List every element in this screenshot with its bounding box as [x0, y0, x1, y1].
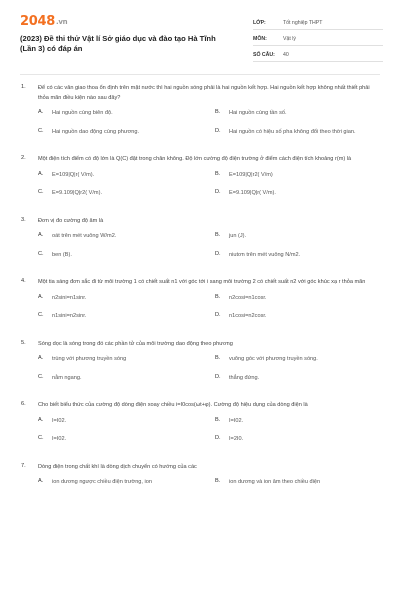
- option-letter: D.: [215, 189, 221, 195]
- logo-text: 2048: [20, 14, 55, 29]
- option-text: ion dương và ion âm theo chiều điện: [229, 479, 321, 485]
- question-text: Sóng dọc là sóng trong đó các phần tử của môi trường dao động theo phương: [38, 340, 233, 347]
- question-item: [0, 217, 400, 270]
- answer-options: [38, 478, 376, 497]
- answer-option[interactable]: [38, 478, 201, 488]
- answer-options: [38, 232, 376, 269]
- option-letter: D.: [215, 312, 221, 318]
- answer-option[interactable]: [38, 232, 201, 242]
- option-text: nằm ngang.: [52, 374, 82, 381]
- option-text: E=109|Q|r2( V/m): [229, 171, 273, 178]
- question-text: Để có các vân giao thoa ổn định trên mặt nước thì hai nguồn sóng phải là hai nguồn kết hợp. Hai nguồn kết hợp không nhất thiết phải thỏa mãn điều kiện nào sau đây?: [38, 85, 370, 101]
- answer-option[interactable]: [213, 171, 376, 181]
- question-number: 1.: [21, 84, 26, 90]
- answer-option[interactable]: [38, 355, 201, 365]
- option-text: E=9.109|Q|r2( V/m).: [52, 190, 103, 196]
- answer-option[interactable]: [213, 312, 376, 322]
- meta-key: MÔN:: [253, 35, 267, 42]
- question-number: 4.: [21, 278, 26, 284]
- option-text: n1sini=n2sinr.: [52, 313, 87, 319]
- question-number: 3.: [21, 216, 26, 223]
- answer-options: [38, 294, 376, 331]
- option-letter: B.: [215, 293, 221, 300]
- option-text: niutơn trên mét vuông N/m2.: [229, 251, 301, 258]
- option-letter: C.: [38, 127, 44, 134]
- answer-option[interactable]: [213, 355, 376, 365]
- meta-row: [253, 48, 383, 62]
- option-text: jun (J).: [229, 233, 247, 239]
- answer-option[interactable]: [38, 189, 201, 199]
- answer-option[interactable]: [213, 251, 376, 261]
- option-text: E=9.109|Q|r( V/m).: [229, 190, 276, 196]
- question-item: [0, 401, 400, 454]
- option-text: thẳng đứng.: [229, 374, 260, 381]
- page-header: [0, 0, 400, 74]
- option-letter: B.: [215, 109, 221, 115]
- question-item: [0, 278, 400, 331]
- question-text: Một tia sáng đơn sắc đi từ môi trường 1 có chiết suất n1 với góc tới i sang môi trường 2 có chiết suất n2 với góc khúc xạ r thỏa mãn: [38, 279, 366, 285]
- answer-options: [38, 417, 376, 454]
- question-number: 7.: [21, 462, 26, 469]
- answer-option[interactable]: [38, 417, 201, 427]
- option-text: vuông góc với phương truyền sóng.: [229, 356, 318, 362]
- option-letter: B.: [215, 232, 221, 238]
- answer-option[interactable]: [213, 232, 376, 242]
- answer-option[interactable]: [38, 109, 201, 119]
- option-text: I=I02.: [52, 436, 67, 442]
- meta-value: 40: [283, 51, 289, 58]
- option-letter: D.: [215, 127, 221, 134]
- answer-option[interactable]: [38, 374, 201, 384]
- question-item: [0, 340, 400, 393]
- option-letter: A.: [38, 478, 44, 484]
- header-divider: [20, 74, 380, 75]
- meta-row: [253, 16, 383, 30]
- option-text: I=2I0.: [229, 436, 244, 442]
- option-text: ion dương ngược chiều điện trường, ion: [52, 479, 152, 485]
- option-text: E=109|Q|r( V/m).: [52, 171, 95, 178]
- option-text: oát trên mét vuông W/m2.: [52, 233, 117, 239]
- answer-option[interactable]: [213, 189, 376, 199]
- answer-options: [38, 355, 376, 392]
- option-text: I=I02.: [229, 417, 244, 424]
- meta-value: Tốt nghiệp THPT: [283, 19, 323, 26]
- answer-option[interactable]: [38, 128, 201, 138]
- option-letter: B.: [215, 416, 221, 423]
- meta-value: Vật lý: [283, 35, 296, 42]
- answer-option[interactable]: [213, 478, 376, 488]
- answer-option[interactable]: [38, 312, 201, 322]
- question-item: [0, 84, 400, 146]
- option-letter: C.: [38, 435, 44, 441]
- exam-meta: [253, 16, 383, 64]
- question-text: Cho biết biểu thức của cường độ dòng điện xoay chiều i=I0cos(ωt+φ). Cường độ hiệu dụng của dòng điện là: [38, 402, 308, 408]
- option-text: Hai nguồn cùng tần số.: [229, 110, 287, 116]
- option-letter: A.: [38, 232, 44, 238]
- answer-options: [38, 171, 376, 208]
- option-text: Hai nguồn dao động cùng phương.: [52, 128, 140, 135]
- option-letter: B.: [215, 355, 221, 361]
- question-number: 6.: [21, 401, 26, 407]
- logo-suffix: .vn: [55, 17, 68, 26]
- answer-option[interactable]: [38, 435, 201, 445]
- option-letter: D.: [215, 435, 221, 441]
- option-text: ben (B).: [52, 251, 72, 258]
- question-text: Đơn vị đo cường độ âm là: [38, 217, 104, 224]
- answer-option[interactable]: [213, 374, 376, 384]
- option-letter: A.: [38, 293, 44, 300]
- answer-option[interactable]: [213, 294, 376, 304]
- question-item: [0, 463, 400, 497]
- answer-option[interactable]: [213, 128, 376, 138]
- question-item: [0, 155, 400, 208]
- answer-options: [38, 109, 376, 146]
- option-text: Hai nguồn cùng biên độ.: [52, 110, 113, 116]
- option-letter: D.: [215, 373, 221, 380]
- answer-option[interactable]: [213, 109, 376, 119]
- answer-option[interactable]: [38, 294, 201, 304]
- question-number: 5.: [21, 339, 26, 346]
- option-letter: C.: [38, 373, 44, 380]
- meta-row: [253, 32, 383, 46]
- option-letter: D.: [215, 250, 221, 257]
- answer-option[interactable]: [38, 171, 201, 181]
- option-text: n2sini=n1sinr.: [52, 294, 87, 301]
- option-letter: A.: [38, 109, 44, 115]
- option-text: n2cosi=n1cosr.: [229, 294, 267, 301]
- option-text: Hai nguồn có hiệu số pha không đổi theo thời gian.: [229, 128, 356, 135]
- option-text: I=I02.: [52, 417, 67, 424]
- site-logo[interactable]: [20, 14, 67, 29]
- exam-title: (2023) Đề thi thử Vật lí Sở giáo dục và đào tạo Hà Tĩnh (Lần 3) có đáp án: [20, 34, 216, 53]
- option-text: n1cosi=n2cosr.: [229, 313, 267, 319]
- question-number: 2.: [21, 155, 26, 161]
- option-letter: C.: [38, 312, 44, 318]
- question-list: [0, 84, 400, 497]
- option-letter: C.: [38, 189, 44, 195]
- option-letter: C.: [38, 250, 44, 257]
- option-letter: B.: [215, 170, 221, 177]
- option-letter: A.: [38, 355, 44, 361]
- meta-key: SỐ CÂU:: [253, 51, 275, 58]
- question-text: Dòng điện trong chất khí là dòng dịch chuyển có hướng của các: [38, 463, 197, 470]
- answer-option[interactable]: [213, 417, 376, 427]
- answer-option[interactable]: [38, 251, 201, 261]
- option-text: trùng với phương truyền sóng: [52, 356, 127, 362]
- answer-option[interactable]: [213, 435, 376, 445]
- option-letter: A.: [38, 170, 44, 177]
- meta-key: LỚP:: [253, 19, 266, 26]
- question-text: Một điện tích điểm có độ lớn là Q(C) đặt trong chân không. Độ lớn cường độ điện trường ở điểm cách điện tích khoảng r(m) là: [38, 156, 352, 162]
- option-letter: A.: [38, 416, 44, 423]
- option-letter: B.: [215, 478, 221, 484]
